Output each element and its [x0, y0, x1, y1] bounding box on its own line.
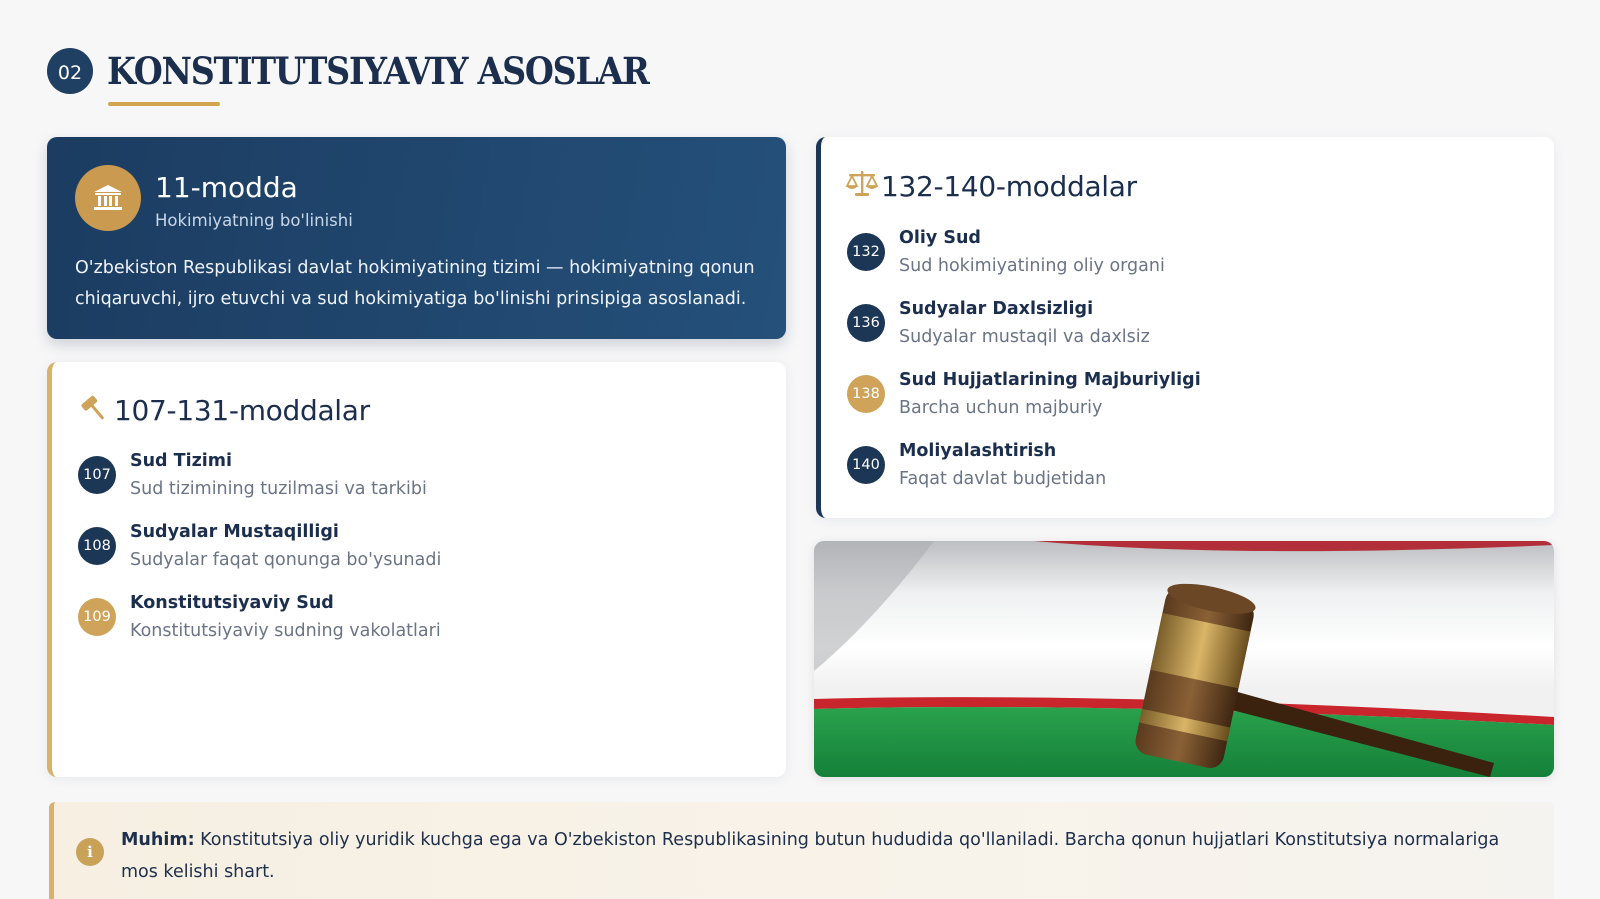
info-icon: i — [76, 838, 104, 866]
article-number-badge: 138 — [847, 375, 885, 413]
list-item — [78, 448, 427, 504]
important-body: Konstitutsiya oliy yuridik kuchga ega va O'zbekiston Respublikasining butun hududida qo'llaniladi. Barcha qonun hujjatlari Konstitutsiya normalariga mos kelishi shart. — [121, 830, 1500, 882]
gavel-icon — [80, 392, 112, 428]
article-number-badge: 140 — [847, 446, 885, 484]
list-item — [847, 296, 1150, 352]
scales-icon — [845, 169, 879, 203]
section-number-badge: 02 — [47, 48, 93, 94]
list-item — [78, 519, 441, 575]
list-item — [78, 590, 441, 646]
articles-132-140-card — [816, 137, 1554, 518]
title-underline — [108, 102, 220, 106]
section-107-title: 107-131-moddalar — [114, 393, 370, 427]
article-number-badge: 109 — [78, 598, 116, 636]
list-item — [847, 367, 1201, 423]
list-item-description: Konstitutsiyaviy sudning vakolatlari — [130, 621, 441, 641]
list-item — [847, 225, 1165, 281]
section-132-heading — [845, 169, 1137, 203]
article-number-badge: 132 — [847, 233, 885, 271]
list-item-title: Moliyalashtirish — [899, 441, 1057, 461]
articles-107-131-card — [47, 362, 786, 777]
important-label: Muhim: — [121, 830, 195, 850]
article-11-subtitle: Hokimiyatning bo'linishi — [155, 211, 353, 230]
list-item-description: Sudyalar mustaqil va daxlsiz — [899, 327, 1150, 347]
list-item-title: Sudyalar Daxlsizligi — [899, 299, 1094, 319]
list-item-title: Konstitutsiyaviy Sud — [130, 593, 334, 613]
list-item — [847, 438, 1106, 494]
bank-icon — [75, 165, 141, 231]
section-107-heading — [80, 392, 370, 428]
article-number-badge: 136 — [847, 304, 885, 342]
list-item-description: Faqat davlat budjetidan — [899, 469, 1107, 489]
list-item-description: Barcha uchun majburiy — [899, 398, 1103, 418]
important-note — [49, 802, 1554, 899]
list-item-description: Sudyalar faqat qonunga bo'ysunadi — [130, 550, 442, 570]
list-item-title: Oliy Sud — [899, 228, 981, 248]
gavel-flag-photo — [814, 541, 1554, 777]
important-note-text — [121, 824, 1541, 888]
list-item-description: Sud tizimining tuzilmasi va tarkibi — [130, 479, 427, 499]
article-11-title: 11-modda — [155, 171, 298, 204]
article-11-text: O'zbekiston Respublikasi davlat hokimiyatining tizimi — hokimiyatning qonun chiqaruvchi, ijro etuvchi va sud hokimiyatiga bo'linishi prinsipiga asoslanadi. — [75, 258, 755, 309]
list-item-title: Sud Tizimi — [130, 451, 233, 471]
list-item-title: Sud Hujjatlarining Majburiyligi — [899, 370, 1201, 390]
list-item-title: Sudyalar Mustaqilligi — [130, 522, 339, 542]
page-title: KONSTITUTSIYAVIY ASOSLAR — [107, 49, 649, 93]
page-header — [47, 48, 709, 94]
article-number-badge: 107 — [78, 456, 116, 494]
list-item-description: Sud hokimiyatining oliy organi — [899, 256, 1165, 276]
section-132-title: 132-140-moddalar — [881, 169, 1137, 203]
article-11-card — [47, 137, 786, 339]
article-number-badge: 108 — [78, 527, 116, 565]
